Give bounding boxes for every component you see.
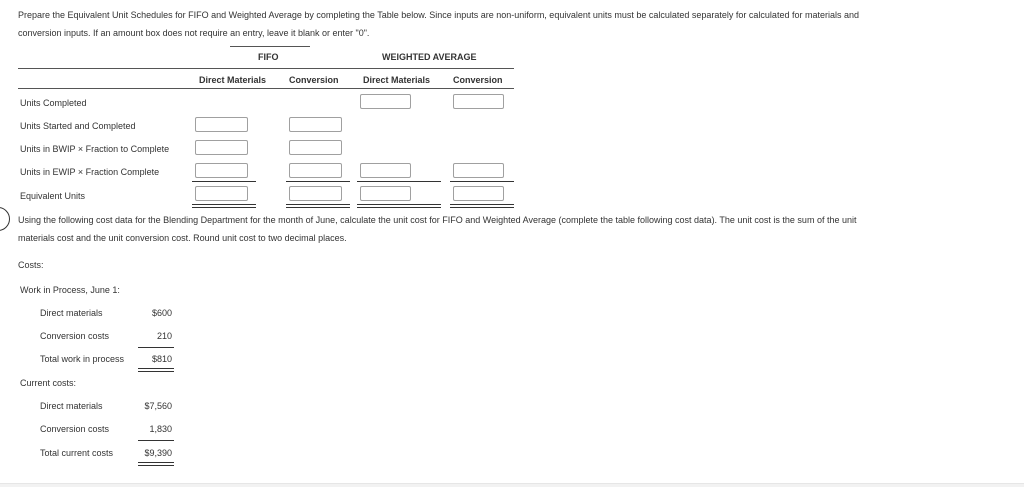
wip-dm-value: $600 xyxy=(151,308,172,318)
cost-instructions-line-2: materials cost and the unit conversion cost. Round unit cost to two decimal places. xyxy=(18,233,347,243)
current-subtotal-rule xyxy=(138,440,174,441)
wip-subtotal-rule xyxy=(138,347,174,348)
cost-instructions-line-1: Using the following cost data for the Blending Department for the month of June, calculate the unit cost for FIFO and Weighted Average (complete the table following cost data). The unit cost is the sum of the unit xyxy=(18,215,857,225)
wip-dm-label: Direct materials xyxy=(40,308,103,318)
fifo-conv-bwip-input[interactable] xyxy=(289,140,342,155)
weighted-average-group-header: WEIGHTED AVERAGE xyxy=(382,52,477,62)
wa-dm-subtotal-rule xyxy=(357,181,441,182)
wa-conv-ewip-input[interactable] xyxy=(453,163,504,178)
current-conv-value: 1,830 xyxy=(149,424,172,434)
fifo-conv-equivalent-units-input[interactable] xyxy=(289,186,342,201)
fifo-dm-bwip-input[interactable] xyxy=(195,140,248,155)
question-marker-circle xyxy=(0,207,10,231)
fifo-dm-equivalent-units-input[interactable] xyxy=(195,186,248,201)
wa-conversion-column-header: Conversion xyxy=(453,75,503,85)
wa-dm-units-completed-input[interactable] xyxy=(360,94,411,109)
costs-heading: Costs: xyxy=(18,260,44,270)
wip-conv-value: 210 xyxy=(156,331,172,341)
wa-conv-equivalent-units-input[interactable] xyxy=(453,186,504,201)
fifo-dm-total-rule xyxy=(192,204,256,208)
current-dm-label: Direct materials xyxy=(40,401,103,411)
current-total-label: Total current costs xyxy=(40,448,114,458)
current-costs-heading: Current costs: xyxy=(20,378,77,388)
wip-total-value: $810 xyxy=(151,354,172,364)
current-conv-label: Conversion costs xyxy=(40,424,110,434)
fifo-header-overline xyxy=(230,46,310,47)
current-total-rule xyxy=(138,462,174,466)
wa-conv-total-rule xyxy=(450,204,514,208)
fifo-conversion-column-header: Conversion xyxy=(289,75,339,85)
fifo-dm-units-started-completed-input[interactable] xyxy=(195,117,248,132)
instructions-line-1: Prepare the Equivalent Unit Schedules for FIFO and Weighted Average by completing the Table below. Since inputs are non-uniform, equivalent units must be calculated separately for calculated for materials and xyxy=(18,10,859,20)
wa-conv-subtotal-rule xyxy=(450,181,514,182)
fifo-group-header: FIFO xyxy=(258,52,279,62)
fifo-conv-ewip-input[interactable] xyxy=(289,163,342,178)
wa-conv-units-completed-input[interactable] xyxy=(453,94,504,109)
wa-dm-total-rule xyxy=(357,204,441,208)
fifo-dm-ewip-input[interactable] xyxy=(195,163,248,178)
fifo-conv-total-rule xyxy=(286,204,350,208)
fifo-dm-column-header: Direct Materials xyxy=(199,75,267,85)
fifo-dm-subtotal-rule xyxy=(192,181,256,182)
row-label-units-completed: Units Completed xyxy=(20,98,87,108)
fifo-conv-units-started-completed-input[interactable] xyxy=(289,117,342,132)
instructions-line-2: conversion inputs. If an amount box does not require an entry, leave it blank or enter "0". xyxy=(18,28,370,38)
row-label-units-ewip: Units in EWIP × Fraction Complete xyxy=(20,167,160,177)
wa-dm-column-header: Direct Materials xyxy=(363,75,431,85)
wip-heading: Work in Process, June 1: xyxy=(20,285,120,295)
wip-total-rule xyxy=(138,368,174,372)
wa-dm-ewip-input[interactable] xyxy=(360,163,411,178)
row-label-equivalent-units: Equivalent Units xyxy=(20,191,86,201)
page-bottom-divider xyxy=(0,483,1024,487)
fifo-conv-subtotal-rule xyxy=(286,181,350,182)
wa-dm-equivalent-units-input[interactable] xyxy=(360,186,411,201)
row-label-units-started-completed: Units Started and Completed xyxy=(20,121,136,131)
wip-conv-label: Conversion costs xyxy=(40,331,110,341)
table-header-rule xyxy=(18,68,514,69)
row-label-units-bwip: Units in BWIP × Fraction to Complete xyxy=(20,144,170,154)
current-total-value: $9,390 xyxy=(144,448,172,458)
wip-total-label: Total work in process xyxy=(40,354,125,364)
column-header-rule xyxy=(18,88,514,89)
current-dm-value: $7,560 xyxy=(144,401,172,411)
